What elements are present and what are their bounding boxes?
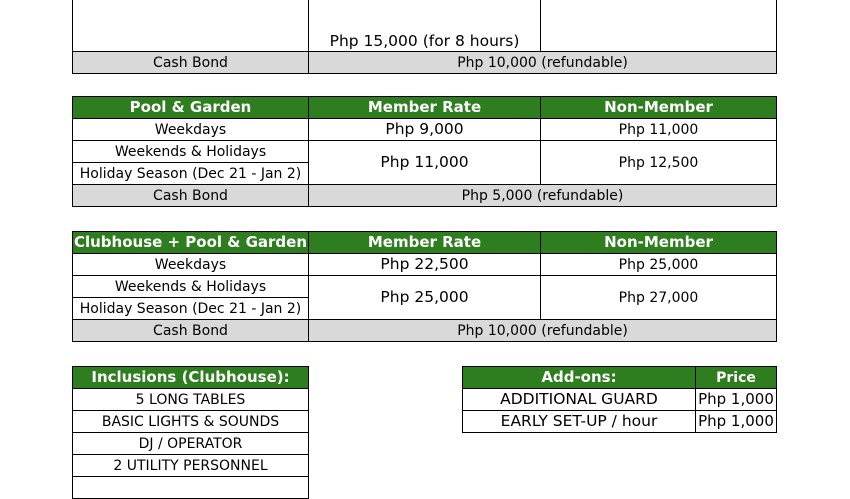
rental-extra-hour-cell	[541, 0, 777, 52]
inclusion-item-empty	[73, 477, 309, 499]
weekdays-row	[73, 119, 777, 141]
non-member-header: Non-Member	[541, 97, 777, 119]
weekdays-label: Weekdays	[73, 254, 309, 276]
holiday-label: Holiday Season (Dec 21 - Jan 2)	[73, 298, 309, 320]
inclusions-header: Inclusions (Clubhouse):	[73, 367, 309, 389]
rental-rate: Php 15,000 (for 8 hours)	[329, 32, 520, 51]
addons-header: Add-ons:	[463, 367, 696, 389]
weekends-member-rate: Php 11,000	[309, 141, 541, 185]
clubhouse-pool-garden-table	[72, 231, 777, 342]
cash-bond-value: Php 10,000 (refundable)	[309, 320, 777, 342]
pool-garden-header-row	[73, 97, 777, 119]
inclusion-item	[73, 433, 309, 455]
weekdays-row	[73, 254, 777, 276]
cash-bond-label: Cash Bond	[73, 185, 309, 207]
weekends-row	[73, 276, 777, 298]
rental-label-cell	[73, 0, 309, 52]
cash-bond-row	[73, 320, 777, 342]
addon-price: Php 1,000	[696, 411, 777, 433]
addon-item	[463, 389, 777, 411]
pool-garden-title: Pool & Garden	[73, 97, 309, 119]
addon-price: Php 1,000	[696, 389, 777, 411]
addons-table	[462, 366, 777, 433]
addon-item	[463, 411, 777, 433]
non-member-header: Non-Member	[541, 232, 777, 254]
price-header: Price	[696, 367, 777, 389]
inclusion-item	[73, 411, 309, 433]
weekdays-non-member-rate: Php 11,000	[541, 119, 777, 141]
rental-row	[73, 0, 777, 52]
holiday-label: Holiday Season (Dec 21 - Jan 2)	[73, 163, 309, 185]
addon-name: ADDITIONAL GUARD	[463, 389, 696, 411]
pool-garden-table	[72, 96, 777, 207]
inclusion-item-label: BASIC LIGHTS & SOUNDS	[73, 411, 309, 433]
cash-bond-value: Php 10,000 (refundable)	[309, 52, 777, 74]
cash-bond-label: Cash Bond	[73, 320, 309, 342]
weekdays-member-rate: Php 9,000	[309, 119, 541, 141]
cash-bond-row	[73, 185, 777, 207]
weekdays-label: Weekdays	[73, 119, 309, 141]
cash-bond-value: Php 5,000 (refundable)	[309, 185, 777, 207]
inclusions-header-row	[73, 367, 309, 389]
rental-rate-cell	[309, 0, 541, 52]
cash-bond-row	[73, 52, 777, 74]
weekends-label: Weekends & Holidays	[73, 276, 309, 298]
inclusion-item-label: 5 LONG TABLES	[73, 389, 309, 411]
clubhouse-rental-table	[72, 0, 777, 74]
clubhouse-pool-header-row	[73, 232, 777, 254]
clubhouse-pool-title: Clubhouse + Pool & Garden	[73, 232, 309, 254]
cash-bond-label: Cash Bond	[73, 52, 309, 74]
member-rate-header: Member Rate	[309, 97, 541, 119]
inclusion-item	[73, 455, 309, 477]
weekdays-non-member-rate: Php 25,000	[541, 254, 777, 276]
weekdays-member-rate: Php 22,500	[309, 254, 541, 276]
weekends-label: Weekends & Holidays	[73, 141, 309, 163]
inclusion-item-label: DJ / OPERATOR	[73, 433, 309, 455]
weekends-row	[73, 141, 777, 163]
weekends-member-rate: Php 25,000	[309, 276, 541, 320]
inclusion-item-label: 2 UTILITY PERSONNEL	[73, 455, 309, 477]
inclusions-table	[72, 366, 309, 499]
addon-name: EARLY SET-UP / hour	[463, 411, 696, 433]
inclusion-item	[73, 389, 309, 411]
weekends-non-member-rate: Php 12,500	[541, 141, 777, 185]
weekends-non-member-rate: Php 27,000	[541, 276, 777, 320]
inclusion-item	[73, 477, 309, 499]
addons-header-row	[463, 367, 777, 389]
member-rate-header: Member Rate	[309, 232, 541, 254]
